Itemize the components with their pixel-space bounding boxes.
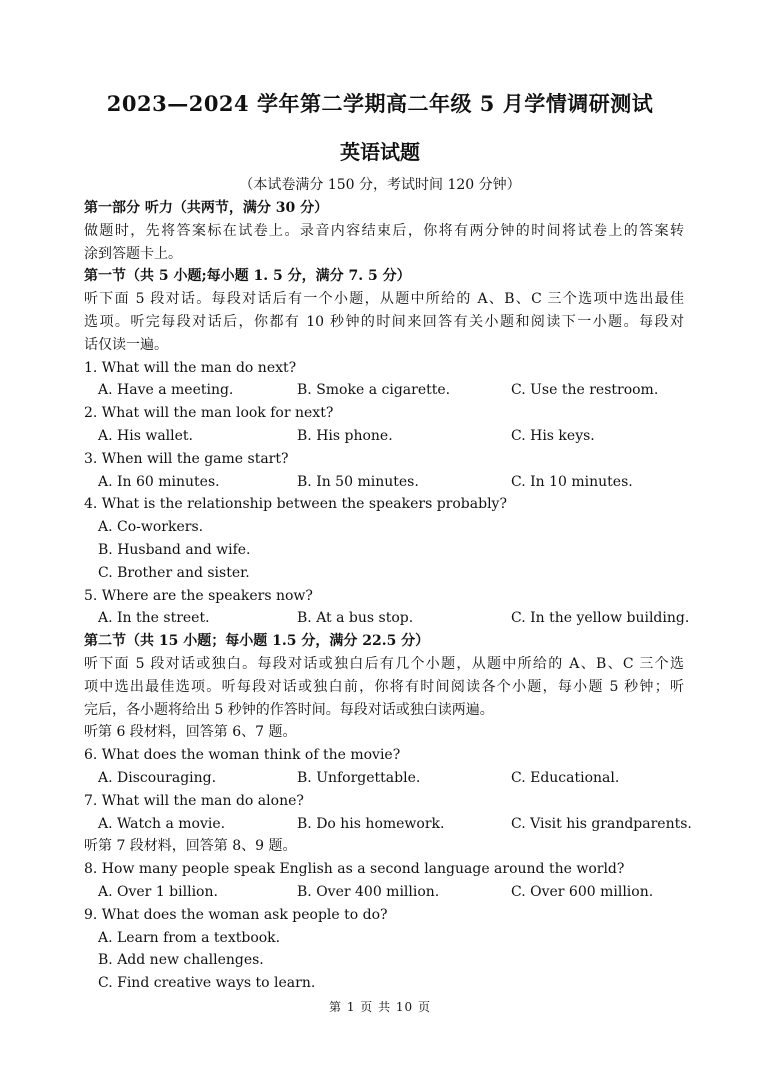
options-row-8: [84, 881, 684, 904]
page-subtitle: 英语试题: [340, 140, 420, 164]
part1-heading: 第一部分 听力（共两节，满分 30 分）: [84, 200, 329, 216]
section2-intro-line: 项中选出最佳选项。听每段对话或独白前，你将有时间阅读各个小题，每小题 5 秒钟；听: [84, 678, 684, 695]
option-c: C. Visit his grandparents.: [511, 815, 692, 832]
option-c: C. Over 600 million.: [511, 883, 654, 900]
question-1: 1. What will the man do next?: [84, 359, 297, 376]
question-3: 3. When will the game start?: [84, 450, 289, 467]
option-a: A. Watch a movie.: [98, 815, 226, 832]
question-4: 4. What is the relationship between the speakers probably?: [84, 496, 507, 513]
option-a: A. In the street.: [98, 610, 210, 627]
option-b: B. Smoke a cigarette.: [297, 382, 451, 399]
exam-body: [84, 197, 692, 995]
question-9: 9. What does the woman ask people to do?: [84, 906, 388, 923]
material-6-instruction: 听第 6 段材料，回答第 6、7 题。: [84, 724, 297, 741]
section1-intro-line: 选项。听完每段对话后，你都有 10 秒钟的时间来回答有关小题和阅读下一小题。每段对: [84, 313, 684, 330]
option-b: B. Add new challenges.: [98, 952, 264, 969]
part1-intro-line: 做题时，先将答案标在试卷上。录音内容结束后，你将有两分钟的时间将试卷上的答案转: [84, 222, 684, 239]
page-title: 2023—2024 学年第二学期高二年级 5 月学情调研测试: [106, 91, 654, 116]
options-row-1: [84, 379, 684, 402]
option-b: B. In 50 minutes.: [297, 473, 419, 490]
option-c: C. Find creative ways to learn.: [98, 975, 316, 992]
section2-intro-line: 听下面 5 段对话或独白。每段对话或独白后有几个小题，从题中所给的 A、B、C 三个选: [84, 655, 684, 672]
options-row-7: [84, 813, 692, 836]
option-a: A. Co-workers.: [98, 519, 204, 536]
option-a: A. His wallet.: [98, 427, 193, 444]
option-c: C. Use the restroom.: [511, 382, 659, 399]
question-6: 6. What does the woman think of the movie?: [84, 747, 401, 764]
option-c: C. In 10 minutes.: [511, 473, 633, 490]
options-row-5: [84, 607, 690, 630]
question-5: 5. Where are the speakers now?: [84, 587, 313, 604]
options-row-6: [84, 767, 684, 790]
option-b: B. Unforgettable.: [297, 769, 421, 786]
option-b: B. Husband and wife.: [98, 541, 251, 558]
part1-intro-line: 涂到答题卡上。: [84, 245, 182, 262]
option-b: B. His phone.: [297, 427, 393, 444]
section1-intro-line: 话仅读一遍。: [84, 336, 168, 353]
option-b: B. At a bus stop.: [297, 610, 414, 627]
exam-note: （本试卷满分 150 分，考试时间 120 分钟）: [239, 177, 521, 193]
question-7: 7. What will the man do alone?: [84, 792, 304, 809]
section2-heading: 第二节（共 15 小题；每小题 1.5 分，满分 22.5 分）: [84, 633, 430, 650]
option-b: B. Over 400 million.: [297, 883, 440, 900]
section2-intro-line: 完后，各小题将给出 5 秒钟的作答时间。每段对话或独白读两遍。: [84, 701, 494, 718]
option-c: C. Educational.: [511, 769, 620, 786]
option-c: C. In the yellow building.: [511, 610, 690, 627]
option-b: B. Do his homework.: [297, 815, 445, 832]
option-c: C. His keys.: [511, 427, 595, 444]
section1-intro-line: 听下面 5 段对话。每段对话后有一个小题，从题中所给的 A、B、C 三个选项中选出最佳: [84, 291, 684, 308]
option-a: A. Discouraging.: [98, 769, 217, 786]
options-row-2: [84, 425, 684, 448]
option-a: A. In 60 minutes.: [98, 473, 220, 490]
option-a: A. Learn from a textbook.: [98, 929, 281, 946]
option-a: A. Have a meeting.: [98, 382, 234, 399]
question-8: 8. How many people speak English as a second language around the world?: [84, 861, 625, 878]
page-footer: 第 1 页 共 10 页: [329, 1000, 431, 1014]
question-2: 2. What will the man look for next?: [84, 405, 334, 422]
option-a: A. Over 1 billion.: [98, 883, 218, 900]
option-c: C. Brother and sister.: [98, 564, 250, 581]
section1-heading: 第一节（共 5 小题;每小题 1. 5 分，满分 7. 5 分）: [84, 268, 411, 285]
options-row-3: [84, 471, 684, 494]
material-7-instruction: 听第 7 段材料，回答第 8、9 题。: [84, 838, 297, 855]
